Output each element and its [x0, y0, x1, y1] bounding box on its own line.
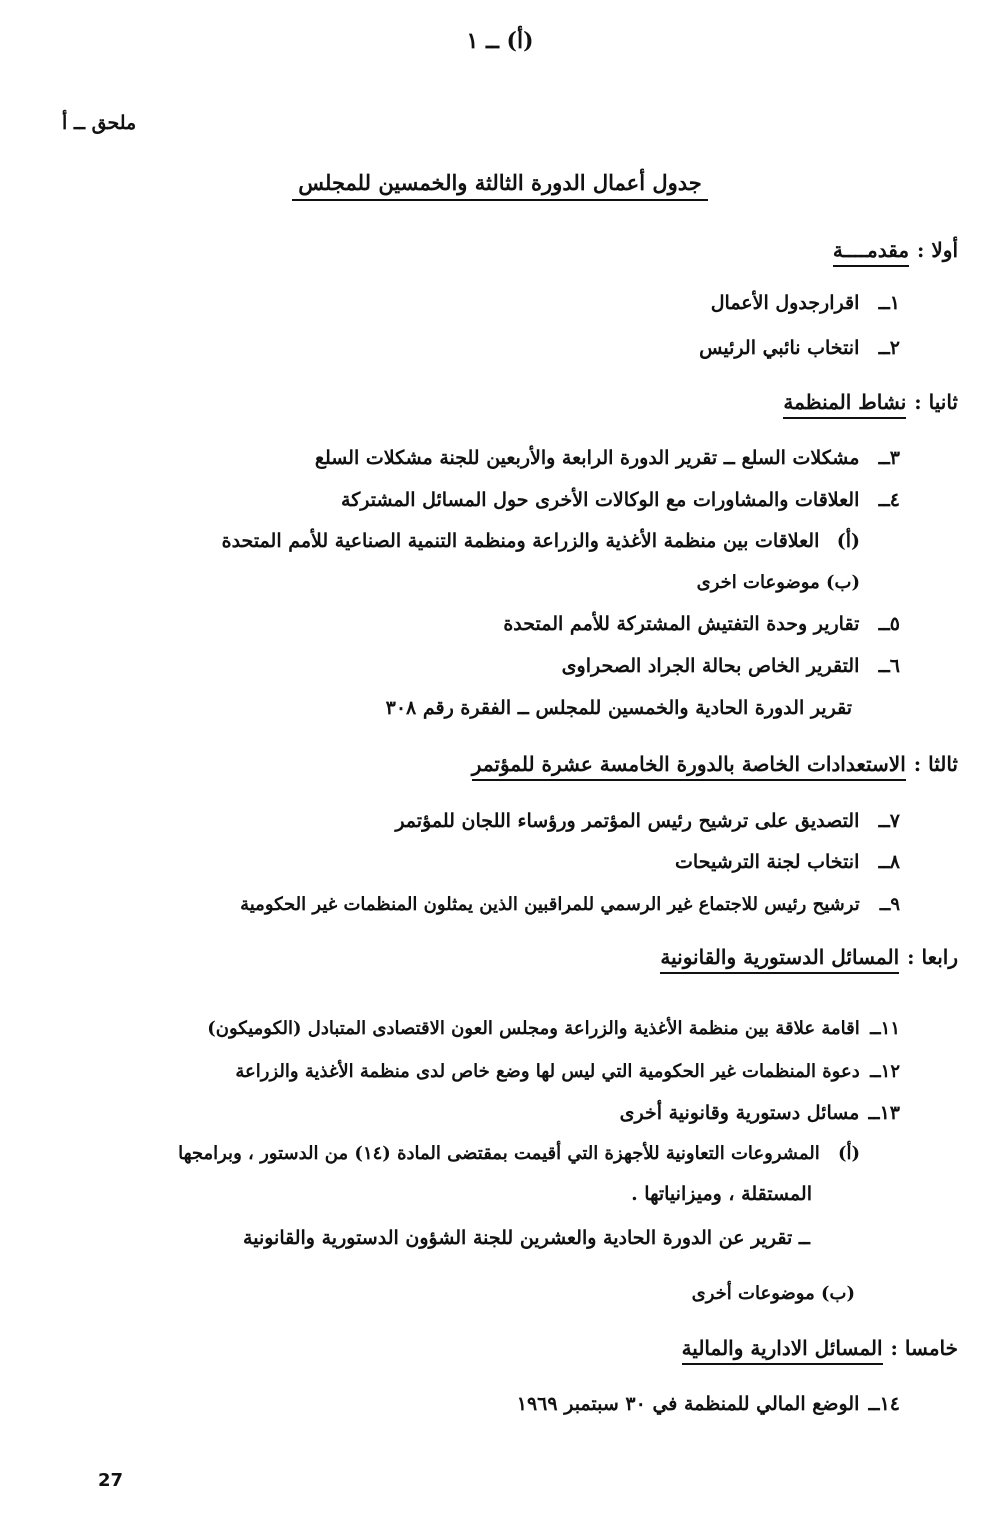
item-number: ٩ــ	[879, 894, 900, 915]
item-text: التقرير الخاص بحالة الجراد الصحراوى	[561, 655, 860, 677]
item-number: (أ)	[837, 1143, 860, 1164]
document-title	[0, 170, 1000, 201]
agenda-item-13a	[178, 1143, 860, 1164]
item-number: (أ)	[836, 530, 860, 552]
section-heading-activities	[783, 390, 958, 419]
item-text: العلاقات والمشاورات مع الوكالات الأخرى حول المسائل المشتركة	[341, 489, 860, 511]
section-title: نشاط المنظمة	[783, 390, 906, 419]
item-number: ٧ــ	[878, 810, 900, 832]
agenda-item-4	[341, 489, 900, 511]
agenda-item-1	[711, 292, 900, 314]
agenda-item-13	[620, 1102, 900, 1124]
section-label: ثالثا :	[913, 752, 958, 776]
document-title-text: جدول أعمال الدورة الثالثة والخمسين للمجلس	[292, 170, 708, 201]
item-number: ٤ــ	[878, 489, 900, 511]
item-number: ٦ــ	[878, 655, 900, 677]
section-label: رابعا :	[907, 945, 958, 969]
item-text: ترشيح رئيس للاجتماع غير الرسمي للمراقبين الذين يمثلون المنظمات غير الحكومية	[240, 894, 860, 915]
section-heading-conference-preparations	[472, 752, 958, 781]
agenda-item-14	[517, 1393, 900, 1415]
agenda-item-6-reference	[386, 697, 852, 719]
section-label: ثانيا :	[914, 390, 958, 414]
section-title: المسائل الدستورية والقانونية	[660, 945, 899, 974]
item-text: دعوة المنظمات غير الحكومية التي ليس لها وضع خاص لدى منظمة الأغذية والزراعة	[235, 1061, 860, 1082]
item-text: اقرارجدول الأعمال	[710, 292, 860, 314]
agenda-item-4a	[222, 530, 860, 552]
section-title: مقدمــــة	[833, 238, 909, 267]
item-number: ١ــ	[878, 292, 900, 314]
section-label: خامسا :	[890, 1336, 958, 1360]
item-text: انتخاب نائبي الرئيس	[699, 337, 860, 359]
item-text: المستقلة ، وميزانياتها .	[631, 1183, 812, 1205]
item-number: (ب)	[826, 572, 860, 593]
item-text: انتخاب لجنة الترشيحات	[675, 851, 860, 873]
agenda-item-12	[235, 1061, 900, 1082]
page-code: (أ) ــ ١	[466, 28, 534, 54]
page-number: 27	[98, 1470, 124, 1491]
section-heading-introduction	[833, 238, 958, 267]
item-text: موضوعات اخرى	[696, 572, 820, 593]
section-heading-constitutional-legal	[660, 945, 958, 974]
agenda-item-5	[503, 613, 900, 635]
section-title: المسائل الادارية والمالية	[682, 1336, 883, 1365]
agenda-item-6	[562, 655, 900, 677]
item-number: ٣ــ	[878, 447, 900, 469]
item-number: (ب)	[821, 1283, 855, 1304]
item-text: العلاقات بين منظمة الأغذية والزراعة ومنظمة التنمية الصناعية للأمم المتحدة	[221, 530, 820, 552]
item-text: موضوعات أخرى	[691, 1283, 815, 1304]
item-text: مسائل دستورية وقانونية أخرى	[619, 1102, 860, 1124]
agenda-item-9	[240, 894, 900, 915]
item-number: ٥ــ	[878, 613, 900, 635]
annex-label: ملحق ــ أ	[62, 112, 137, 134]
agenda-item-2	[699, 337, 900, 359]
item-text: تقرير الدورة الحادية والخمسين للمجلس ــ الفقرة رقم ٣٠٨	[385, 697, 852, 719]
item-number: ١٣ــ	[868, 1102, 900, 1124]
item-number: ٢ــ	[878, 337, 900, 359]
agenda-item-7	[395, 810, 900, 832]
item-text: اقامة علاقة بين منظمة الأغذية والزراعة ومجلس العون الاقتصادى المتبادل (الكوميكون)	[207, 1018, 860, 1039]
agenda-item-13b	[692, 1283, 855, 1304]
item-text: تقارير وحدة التفتيش المشتركة للأمم المتحدة	[503, 613, 860, 635]
item-number: ١٤ــ	[868, 1393, 900, 1415]
agenda-item-4b	[697, 572, 860, 593]
item-text: مشكلات السلع ــ تقرير الدورة الرابعة والأربعين للجنة مشكلات السلع	[314, 447, 860, 469]
agenda-item-11	[207, 1018, 900, 1039]
agenda-item-8	[675, 851, 900, 873]
section-label: أولا :	[917, 238, 958, 262]
item-number: ٨ــ	[878, 851, 900, 873]
item-text: التصديق على ترشيح رئيس المؤتمر ورؤساء اللجان للمؤتمر	[395, 810, 860, 832]
item-number: ١٢ــ	[870, 1061, 900, 1082]
item-number: ١١ــ	[870, 1018, 900, 1039]
section-title: الاستعدادات الخاصة بالدورة الخامسة عشرة للمؤتمر	[472, 752, 906, 781]
section-heading-administrative-financial	[682, 1336, 958, 1365]
item-text: المشروعات التعاونية للأجهزة التي أقيمت بمقتضى المادة (١٤) من الدستور ، وبرامجها	[178, 1143, 820, 1164]
agenda-item-13a-report	[243, 1227, 810, 1249]
agenda-item-13a-continuation	[631, 1183, 812, 1205]
agenda-item-3	[315, 447, 900, 469]
item-text: ــ تقرير عن الدورة الحادية والعشرين للجنة الشؤون الدستورية والقانونية	[243, 1227, 810, 1249]
item-text: الوضع المالي للمنظمة في ٣٠ سبتمبر ١٩٦٩	[516, 1393, 860, 1415]
